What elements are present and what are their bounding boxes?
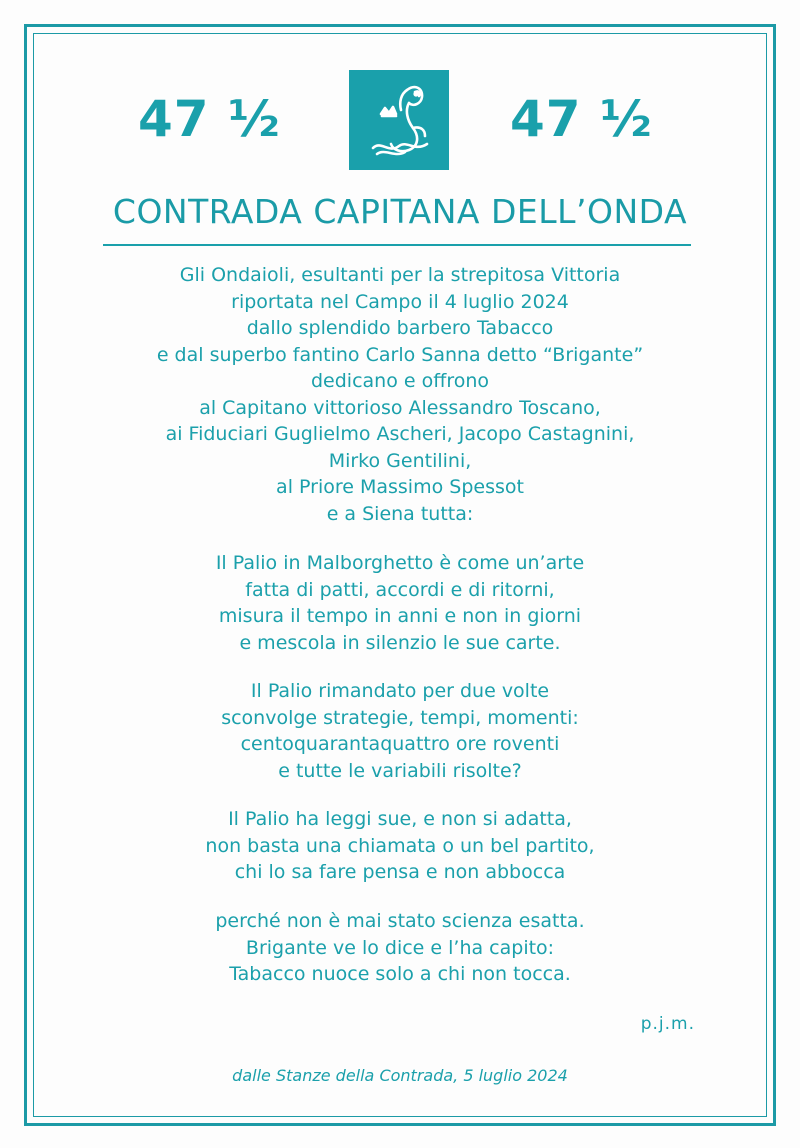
poem-stanza-1 [60,550,740,656]
poem-stanza-3 [60,806,740,886]
poem-stanza-2 [60,678,740,784]
wave-dolphin-emblem-icon [349,70,449,170]
poem-line: chi lo sa fare pensa e non abbocca [234,861,566,883]
dedication-line: ai Fiduciari Guglielmo Ascheri, Jacopo Castagnini, [165,423,635,445]
title-divider [103,244,691,246]
dedication-line: e a Siena tutta: [326,502,474,525]
poem-stanza-4 [60,908,740,988]
poem-line: Il Palio ha leggi sue, e non si adatta, [228,808,572,830]
poem-line: e mescola in silenzio le sue carte. [239,631,561,654]
left-number: 47 ½ [138,90,281,148]
dedication-text [60,262,740,527]
poem-line: misura il tempo in anni e non in giorni [218,605,582,627]
dedication-line: al Capitano vittorioso Alessandro Toscano, [199,396,601,419]
poem-line: Il Palio rimandato per due volte [250,680,550,702]
poem-line: perché non è mai stato scienza esatta. [215,910,585,932]
poem-line: Tabacco nuoce solo a chi non tocca. [229,963,571,985]
poem-line: e tutte le variabili risolte? [278,759,522,782]
poem-line: centoquarantaquattro ore roventi [240,733,560,755]
dedication-line: Mirko Gentilini, [328,449,472,472]
dedication-line: riportata nel Campo il 4 luglio 2024 [231,290,569,313]
page-title: CONTRADA CAPITANA DELL’ONDA [112,192,688,231]
dedication-line: dallo splendido barbero Tabacco [246,317,554,339]
poem-line: Brigante ve lo dice e l’ha capito: [245,936,555,959]
poem-line: fatta di patti, accordi e di ritorni, [245,578,555,601]
dedication-line: e dal superbo fantino Carlo Sanna detto “Brigante” [156,343,644,366]
poem-line: sconvolge strategie, tempi, momenti: [221,706,579,729]
poem-line: Il Palio in Malborghetto è come un’arte [215,552,585,574]
author-signature: p.j.m. [640,1014,695,1034]
dedication-line: al Priore Massimo Spessot [276,476,524,498]
dedication-line: dedicano e offrono [310,370,489,392]
footer-dateline: dalle Stanze della Contrada, 5 luglio 2024 [232,1066,568,1085]
dedication-line: Gli Ondaioli, esultanti per la strepitosa Vittoria [179,264,621,286]
right-number: 47 ½ [510,90,653,148]
poem-line: non basta una chiamata o un bel partito, [205,834,595,857]
